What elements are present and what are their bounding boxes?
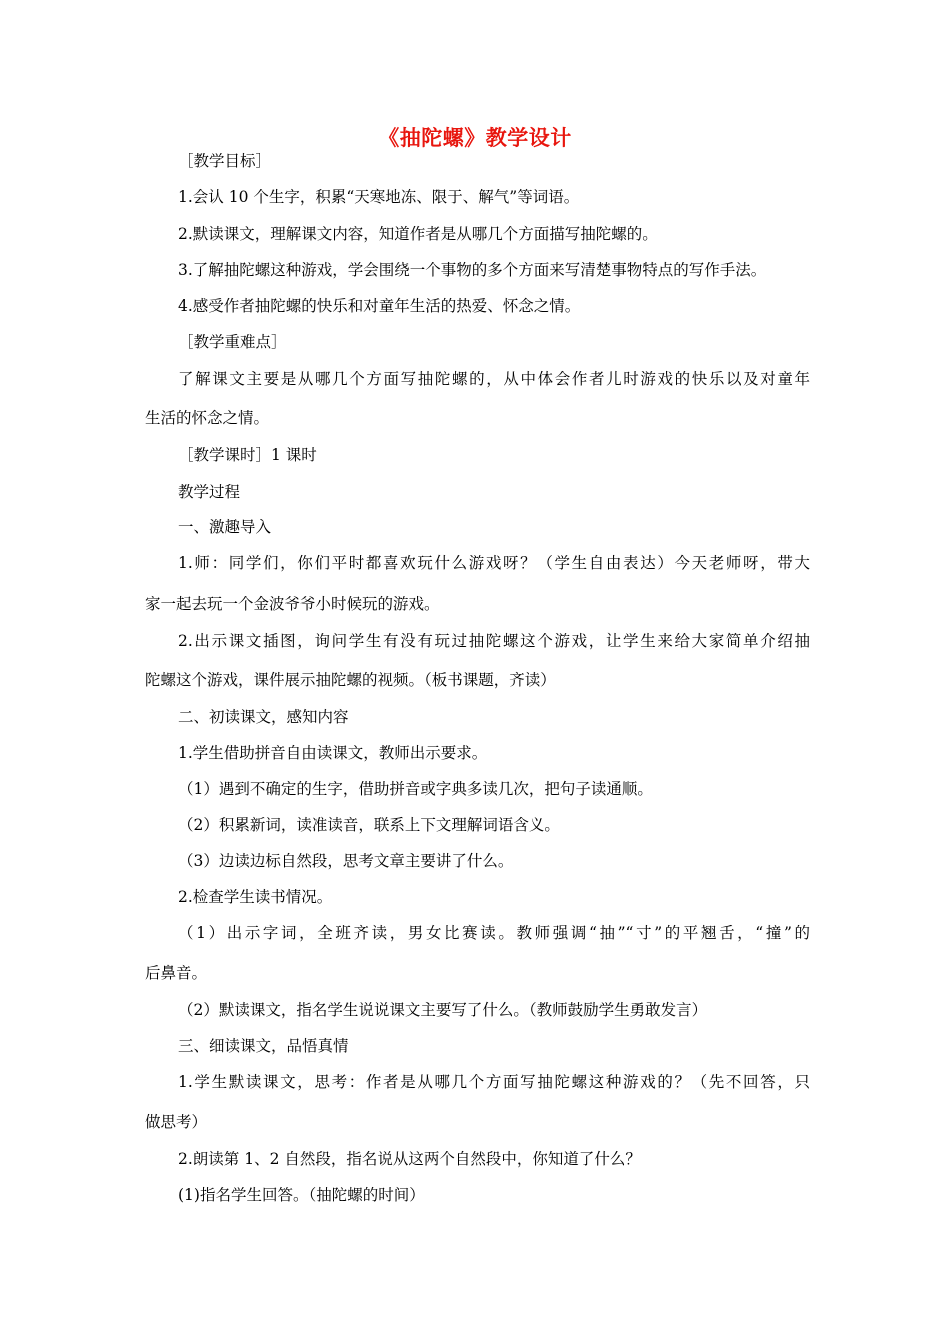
paragraph: 1.师：同学们，你们平时都喜欢玩什么游戏呀？（学生自由表达）今天老师呀，带大	[178, 554, 810, 572]
paragraph: （2）积累新词，读准读音，联系上下文理解词语含义。	[178, 816, 560, 834]
section-heading-key-points: ［教学重难点］	[178, 333, 287, 351]
paragraph: 1.学生借助拼音自由读课文，教师出示要求。	[178, 744, 488, 762]
paragraph: 1.会认 10 个生字，积累“天寒地冻、限于、解气”等词语。	[178, 188, 580, 206]
paragraph: （1）出示字词，全班齐读，男女比赛读。教师强调“抽”“寸”的平翘舌，“撞”的	[178, 924, 810, 942]
paragraph-continuation: 陀螺这个游戏，课件展示抽陀螺的视频。（板书课题，齐读）	[145, 671, 556, 689]
paragraph: （3）边读边标自然段，思考文章主要讲了什么。	[178, 852, 514, 870]
section-heading-2: 二、初读课文，感知内容	[178, 708, 349, 726]
paragraph-continuation: 家一起去玩一个金波爷爷小时候玩的游戏。	[145, 595, 440, 613]
paragraph: 3.了解抽陀螺这种游戏，学会围绕一个事物的多个方面来写清楚事物特点的写作手法。	[178, 261, 767, 279]
paragraph: 了解课文主要是从哪几个方面写抽陀螺的，从中体会作者儿时游戏的快乐以及对童年	[178, 370, 810, 388]
paragraph-continuation: 生活的怀念之情。	[145, 409, 270, 427]
paragraph: 2.出示课文插图，询问学生有没有玩过抽陀螺这个游戏，让学生来给大家简单介绍抽	[178, 632, 810, 650]
paragraph: 2.朗读第 1、2 自然段，指名说从这两个自然段中，你知道了什么？	[178, 1150, 641, 1168]
section-heading-process: 教学过程	[178, 483, 241, 501]
paragraph: (1)指名学生回答。（抽陀螺的时间）	[178, 1186, 425, 1204]
paragraph: （1）遇到不确定的生字，借助拼音或字典多读几次，把句子读通顺。	[178, 780, 653, 798]
paragraph: （2）默读课文，指名学生说说课文主要写了什么。（教师鼓励学生勇敢发言）	[178, 1001, 708, 1019]
section-heading-1: 一、激趣导入	[178, 518, 272, 536]
section-heading-class-hours: ［教学课时］1 课时	[178, 446, 317, 464]
paragraph: 4.感受作者抽陀螺的快乐和对童年生活的热爱、怀念之情。	[178, 297, 581, 315]
paragraph: 2.检查学生读书情况。	[178, 888, 333, 906]
paragraph-continuation: 后鼻音。	[145, 964, 208, 982]
paragraph: 2.默读课文，理解课文内容，知道作者是从哪几个方面描写抽陀螺的。	[178, 225, 658, 243]
section-heading-3: 三、细读课文，品悟真情	[178, 1037, 349, 1055]
paragraph-continuation: 做思考）	[145, 1113, 208, 1131]
document-title: 《抽陀螺》教学设计	[378, 126, 572, 150]
paragraph: 1.学生默读课文，思考：作者是从哪几个方面写抽陀螺这种游戏的？（先不回答，只	[178, 1073, 810, 1091]
section-heading-objectives: ［教学目标］	[178, 152, 272, 170]
